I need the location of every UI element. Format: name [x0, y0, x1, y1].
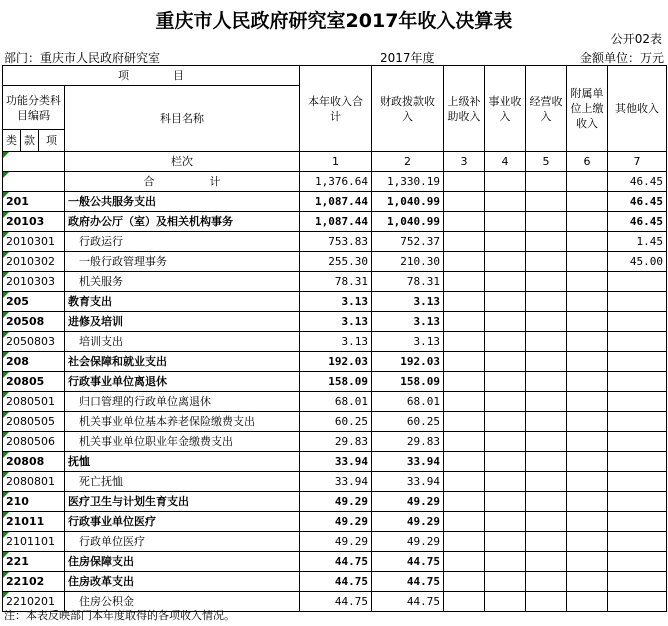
- cell: [444, 432, 485, 452]
- cell: 1,376.64: [300, 172, 372, 192]
- function-code: 2010301: [3, 232, 65, 252]
- cell: 1,040.99: [372, 212, 444, 232]
- cell: [567, 192, 608, 212]
- cell: [444, 232, 485, 252]
- cell: [567, 332, 608, 352]
- cell: [526, 472, 567, 492]
- cell: 158.09: [372, 372, 444, 392]
- cell: [567, 212, 608, 232]
- cell: [567, 372, 608, 392]
- subject-name: 住房保障支出: [65, 552, 300, 572]
- cell: [526, 452, 567, 472]
- cell: [608, 432, 667, 452]
- header-func-code: 功能分类科目编码: [3, 86, 65, 130]
- cell: 33.94: [372, 452, 444, 472]
- cell: 46.45: [608, 192, 667, 212]
- cell: 44.75: [372, 552, 444, 572]
- table-row: [3, 552, 667, 572]
- cell: [567, 472, 608, 492]
- cell: [485, 312, 526, 332]
- form-number: 公开02表: [610, 32, 662, 46]
- cell: [567, 592, 608, 612]
- header-col-7: 其他收入: [608, 66, 667, 152]
- cell: 44.75: [372, 592, 444, 612]
- total-label: 合 计: [65, 172, 300, 192]
- table-row: [3, 292, 667, 312]
- subject-name: 行政事业单位医疗: [65, 512, 300, 532]
- cell: 29.83: [372, 432, 444, 452]
- cell: 44.75: [300, 572, 372, 592]
- subject-name: 机关事业单位职业年金缴费支出: [65, 432, 300, 452]
- col-num: 5: [526, 152, 567, 172]
- function-code: 2080801: [3, 472, 65, 492]
- col-order-label: 栏次: [65, 152, 300, 172]
- cell: [485, 472, 526, 492]
- cell: 255.30: [300, 252, 372, 272]
- subject-name: 抚恤: [65, 452, 300, 472]
- cell: 45.00: [608, 252, 667, 272]
- subject-name: 住房改革支出: [65, 572, 300, 592]
- cell: [567, 512, 608, 532]
- cell: [567, 452, 608, 472]
- header-xiang: 项: [39, 130, 65, 152]
- cell: [444, 372, 485, 392]
- subject-name: 一般行政管理事务: [65, 252, 300, 272]
- table-row: [3, 492, 667, 512]
- function-code: 2050803: [3, 332, 65, 352]
- function-code: 2210201: [3, 592, 65, 612]
- col-num: 6: [567, 152, 608, 172]
- cell: [485, 492, 526, 512]
- cell: [444, 272, 485, 292]
- subject-name: 培训支出: [65, 332, 300, 352]
- cell: 49.29: [372, 492, 444, 512]
- cell: [485, 292, 526, 312]
- cell: [608, 292, 667, 312]
- cell: 3.13: [372, 292, 444, 312]
- cell: [567, 292, 608, 312]
- cell: 60.25: [300, 412, 372, 432]
- cell: [444, 252, 485, 272]
- cell: [608, 352, 667, 372]
- cell: [567, 412, 608, 432]
- cell: [567, 272, 608, 292]
- cell: [444, 312, 485, 332]
- table-row: [3, 432, 667, 452]
- table-row: [3, 232, 667, 252]
- function-code: 208: [3, 352, 65, 372]
- cell: [485, 172, 526, 192]
- income-table: [2, 65, 667, 612]
- cell: 60.25: [372, 412, 444, 432]
- cell: [485, 432, 526, 452]
- cell: [526, 552, 567, 572]
- cell: [608, 392, 667, 412]
- col-num: 2: [372, 152, 444, 172]
- function-code: 20508: [3, 312, 65, 332]
- cell: [567, 312, 608, 332]
- cell: [526, 232, 567, 252]
- cell: 753.83: [300, 232, 372, 252]
- cell: 1,087.44: [300, 192, 372, 212]
- header-col-5: 经营收入: [526, 66, 567, 152]
- function-code: 2080501: [3, 392, 65, 412]
- col-num: 7: [608, 152, 667, 172]
- cell: 33.94: [300, 452, 372, 472]
- cell: [526, 492, 567, 512]
- cell: [485, 212, 526, 232]
- year-label: 2017年度: [380, 51, 435, 65]
- cell: 46.45: [608, 172, 667, 192]
- cell: [444, 412, 485, 432]
- cell: [567, 252, 608, 272]
- cell: [444, 352, 485, 372]
- cell: [444, 452, 485, 472]
- cell: [485, 552, 526, 572]
- cell: [567, 552, 608, 572]
- cell: [485, 592, 526, 612]
- function-code: 2080505: [3, 412, 65, 432]
- cell: 3.13: [372, 312, 444, 332]
- cell: [444, 172, 485, 192]
- cell: 46.45: [608, 212, 667, 232]
- cell: [485, 392, 526, 412]
- cell: [444, 572, 485, 592]
- cell: [526, 572, 567, 592]
- cell: [608, 372, 667, 392]
- department-label: 部门：重庆市人民政府研究室: [4, 51, 161, 65]
- cell: [444, 332, 485, 352]
- cell: [526, 412, 567, 432]
- cell: [608, 532, 667, 552]
- table-row: [3, 572, 667, 592]
- cell: 68.01: [300, 392, 372, 412]
- table-row: [3, 392, 667, 412]
- cell: [485, 512, 526, 532]
- cell: 1,330.19: [372, 172, 444, 192]
- subject-name: 行政单位医疗: [65, 532, 300, 552]
- header-col-1: 本年收入合计: [300, 66, 372, 152]
- col-num: 3: [444, 152, 485, 172]
- cell: [526, 332, 567, 352]
- function-code: 210: [3, 492, 65, 512]
- subject-name: 医疗卫生与计划生育支出: [65, 492, 300, 512]
- table-row: [3, 452, 667, 472]
- cell: 49.29: [300, 492, 372, 512]
- cell: [567, 432, 608, 452]
- cell: [444, 592, 485, 612]
- function-code: 20805: [3, 372, 65, 392]
- table-row: [3, 312, 667, 332]
- cell: [608, 472, 667, 492]
- cell: [608, 572, 667, 592]
- cell: [526, 212, 567, 232]
- cell: [526, 512, 567, 532]
- cell: [567, 492, 608, 512]
- total-row: [3, 172, 667, 192]
- cell: [485, 352, 526, 372]
- cell: [608, 512, 667, 532]
- cell: [444, 212, 485, 232]
- cell: [526, 312, 567, 332]
- table-row: [3, 412, 667, 432]
- table-row: [3, 192, 667, 212]
- cell: [485, 252, 526, 272]
- cell: 192.03: [300, 352, 372, 372]
- table-row: [3, 472, 667, 492]
- function-code: 20103: [3, 212, 65, 232]
- cell: 49.29: [300, 512, 372, 532]
- cell: 49.29: [372, 512, 444, 532]
- function-code: 20808: [3, 452, 65, 472]
- function-code: 21011: [3, 512, 65, 532]
- cell: [608, 552, 667, 572]
- cell: [526, 192, 567, 212]
- function-code: 2101101: [3, 532, 65, 552]
- cell: [485, 192, 526, 212]
- table-row: [3, 352, 667, 372]
- cell: 3.13: [300, 332, 372, 352]
- subject-name: 行政事业单位离退休: [65, 372, 300, 392]
- table-row: [3, 332, 667, 352]
- cell: [567, 232, 608, 252]
- table-row: [3, 512, 667, 532]
- table-row: [3, 272, 667, 292]
- cell: [567, 572, 608, 592]
- cell: 752.37: [372, 232, 444, 252]
- cell: [444, 512, 485, 532]
- cell: [526, 292, 567, 312]
- function-code: 2080506: [3, 432, 65, 452]
- cell: [526, 272, 567, 292]
- cell: [526, 352, 567, 372]
- col-num: 1: [300, 152, 372, 172]
- cell: 33.94: [372, 472, 444, 492]
- cell: [485, 412, 526, 432]
- function-code: 22102: [3, 572, 65, 592]
- subject-name: 机关服务: [65, 272, 300, 292]
- col-num: 4: [485, 152, 526, 172]
- table-row: [3, 372, 667, 392]
- cell: [567, 392, 608, 412]
- cell: [444, 492, 485, 512]
- cell: [567, 172, 608, 192]
- footnote: 注：本表反映部门本年度取得的各项收入情况。: [4, 609, 235, 622]
- cell: [526, 372, 567, 392]
- subject-name: 教育支出: [65, 292, 300, 312]
- table-row: [3, 212, 667, 232]
- subject-name: 社会保障和就业支出: [65, 352, 300, 372]
- cell: [526, 592, 567, 612]
- cell: 49.29: [372, 532, 444, 552]
- header-col-6: 附属单位上缴收入: [567, 66, 608, 152]
- function-code: 2010303: [3, 272, 65, 292]
- cell: [526, 532, 567, 552]
- cell: 210.30: [372, 252, 444, 272]
- header-col-2: 财政拨款收入: [372, 66, 444, 152]
- cell: [608, 332, 667, 352]
- cell: [485, 372, 526, 392]
- cell: [608, 452, 667, 472]
- header-subject-name: 科目名称: [65, 86, 300, 152]
- page-title: 重庆市人民政府研究室2017年收入决算表: [155, 10, 513, 32]
- cell: 68.01: [372, 392, 444, 412]
- cell: [567, 352, 608, 372]
- cell: [526, 432, 567, 452]
- function-code: 205: [3, 292, 65, 312]
- cell: 44.75: [300, 592, 372, 612]
- cell: 33.94: [300, 472, 372, 492]
- cell: [444, 192, 485, 212]
- cell: [485, 572, 526, 592]
- cell: [444, 532, 485, 552]
- cell: [608, 492, 667, 512]
- cell: [567, 532, 608, 552]
- table-row: [3, 532, 667, 552]
- function-code: 2010302: [3, 252, 65, 272]
- cell: [485, 452, 526, 472]
- header-kuan: 款: [21, 130, 39, 152]
- cell: 29.83: [300, 432, 372, 452]
- cell: [485, 332, 526, 352]
- subject-name: 住房公积金: [65, 592, 300, 612]
- unit-label: 金额单位：万元: [579, 51, 664, 65]
- cell: [526, 252, 567, 272]
- cell: [526, 172, 567, 192]
- cell: [444, 552, 485, 572]
- cell: 44.75: [372, 572, 444, 592]
- cell: [444, 472, 485, 492]
- cell: 3.13: [300, 292, 372, 312]
- subject-name: 一般公共服务支出: [65, 192, 300, 212]
- function-code: 221: [3, 552, 65, 572]
- cell: 192.03: [372, 352, 444, 372]
- cell: 1,040.99: [372, 192, 444, 212]
- cell: 3.13: [300, 312, 372, 332]
- cell: [444, 292, 485, 312]
- cell: 49.29: [300, 532, 372, 552]
- cell: [608, 272, 667, 292]
- cell: 78.31: [372, 272, 444, 292]
- subject-name: 归口管理的行政单位离退休: [65, 392, 300, 412]
- cell: 44.75: [300, 552, 372, 572]
- cell: [485, 272, 526, 292]
- cell: 3.13: [372, 332, 444, 352]
- header-col-4: 事业收入: [485, 66, 526, 152]
- cell: 1,087.44: [300, 212, 372, 232]
- header-lei: 类: [3, 130, 21, 152]
- subject-name: 行政运行: [65, 232, 300, 252]
- cell: [485, 232, 526, 252]
- table-row: [3, 252, 667, 272]
- function-code: 201: [3, 192, 65, 212]
- cell: 1.45: [608, 232, 667, 252]
- subject-name: 进修及培训: [65, 312, 300, 332]
- cell: [526, 392, 567, 412]
- cell: 158.09: [300, 372, 372, 392]
- cell: [608, 412, 667, 432]
- cell: [608, 312, 667, 332]
- header-col-3: 上级补助收入: [444, 66, 485, 152]
- subject-name: 政府办公厅（室）及相关机构事务: [65, 212, 300, 232]
- cell: [608, 592, 667, 612]
- subject-name: 机关事业单位基本养老保险缴费支出: [65, 412, 300, 432]
- cell: [485, 532, 526, 552]
- cell: 78.31: [300, 272, 372, 292]
- header-item: 项 目: [3, 66, 300, 86]
- subject-name: 死亡抚恤: [65, 472, 300, 492]
- cell: [444, 392, 485, 412]
